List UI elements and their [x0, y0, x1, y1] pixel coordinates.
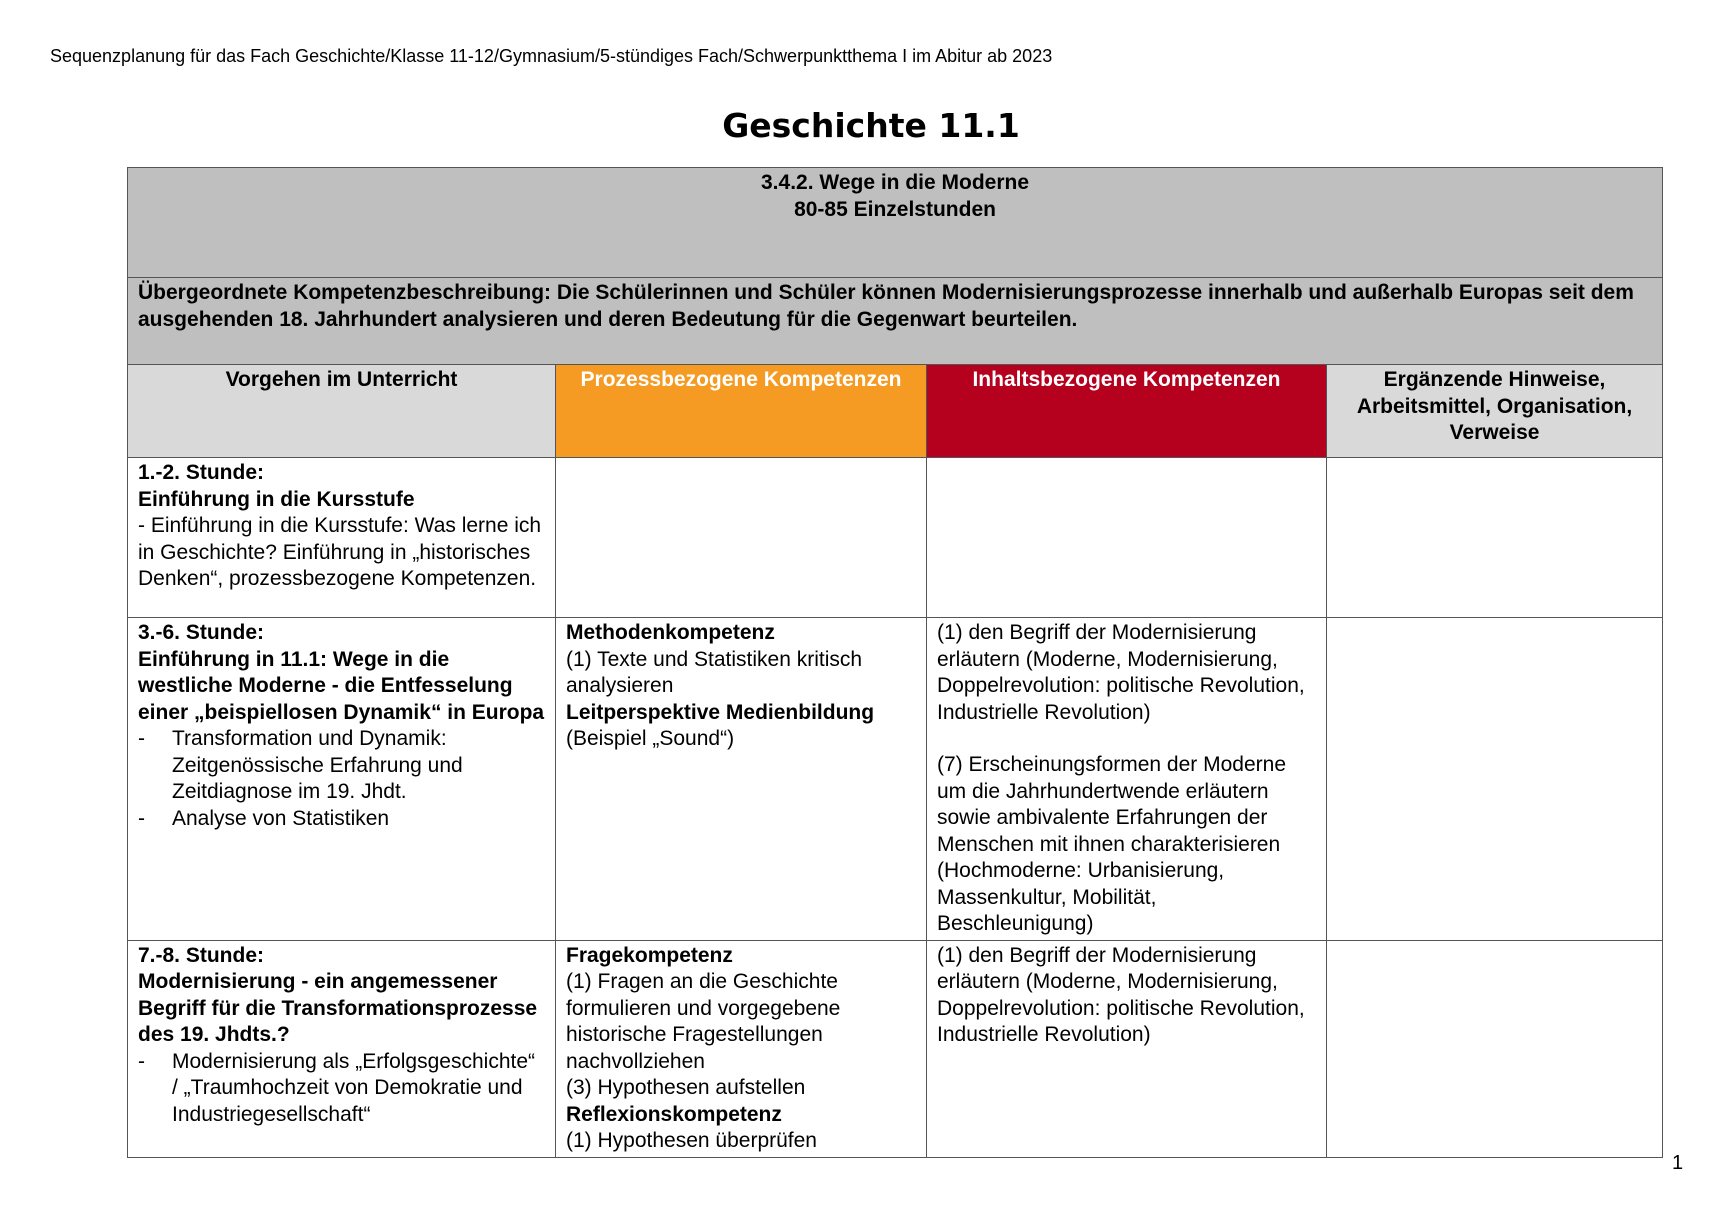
- section-hours: 80-85 Einzelstunden: [794, 197, 996, 221]
- content-cell: [927, 940, 1327, 1157]
- content-competence: (1) den Begriff der Modernisierung erläutern (Moderne, Modernisierung, Doppelrevolution: politische Revolution, Industrielle Revolution): [937, 943, 1305, 1046]
- content-cell: [927, 458, 1327, 618]
- list-item: - Transformation und Dynamik: Zeitgenössische Erfahrung und Zeitdiagnose im 19. Jhdt.: [138, 726, 545, 806]
- process-cell: [556, 940, 927, 1157]
- procedure-cell: [128, 940, 556, 1157]
- competence-heading: Reflexionskompetenz: [566, 1102, 782, 1126]
- page-header: Sequenzplanung für das Fach Geschichte/Klasse 11-12/Gymnasium/5-stündiges Fach/Schwerpunktthema I im Abitur ab 2023: [50, 46, 1053, 66]
- competence-text: (Beispiel „Sound“): [566, 727, 735, 750]
- column-header-row: [128, 365, 1663, 458]
- content-competence: (1) den Begriff der Modernisierung erläutern (Moderne, Modernisierung, Doppelrevolution: politische Revolution, Industrielle Revolution): [937, 621, 1305, 724]
- competence-heading: Fragekompetenz: [566, 943, 733, 967]
- page-number: 1: [1672, 1152, 1684, 1174]
- section-title: 3.4.2. Wege in die Moderne: [761, 171, 1030, 194]
- competence-heading: Methodenkompetenz: [566, 621, 775, 644]
- competence-row: [128, 278, 1663, 365]
- section-header-cell: [128, 168, 1663, 278]
- table-row: [128, 618, 1663, 941]
- lesson-title: Einführung in die Kursstufe: [138, 487, 415, 511]
- lesson-hours: 1.-2. Stunde:: [138, 461, 265, 484]
- competence-text: (1) Fragen an die Geschichte formulieren und vorgegebene historische Fragestellungen nachvollziehen: [566, 970, 841, 1073]
- section-header-row: [128, 168, 1663, 278]
- list-item: - Modernisierung als „Erfolgsgeschichte“ / „Traumhochzeit von Demokratie und Industriegesellschaft“: [138, 1049, 545, 1129]
- table-row: [128, 940, 1663, 1157]
- competence-heading: Leitperspektive Medienbildung: [566, 700, 875, 724]
- notes-cell: [1327, 618, 1663, 941]
- sequence-plan-table: [127, 167, 1663, 1158]
- document-title: Geschichte 11.1: [722, 106, 1020, 145]
- notes-cell: [1327, 940, 1663, 1157]
- lesson-hours: 3.-6. Stunde:: [138, 621, 265, 644]
- lesson-bullet-list: [138, 1049, 545, 1129]
- list-item: - Analyse von Statistiken: [138, 806, 545, 833]
- lesson-hours: 7.-8. Stunde:: [138, 943, 265, 967]
- column-header-procedure: Vorgehen im Unterricht: [128, 365, 556, 458]
- competence-text: (1) Hypothesen überprüfen: [566, 1129, 817, 1152]
- content-cell: [927, 618, 1327, 941]
- column-header-notes: Ergänzende Hinweise, Arbeitsmittel, Organisation, Verweise: [1327, 365, 1663, 458]
- lesson-title: Einführung in 11.1: Wege in die westliche Moderne - die Entfesselung einer „beispiellosen Dynamik“ in Europa: [138, 647, 545, 724]
- content-competence: (7) Erscheinungsformen der Moderne um die Jahrhundertwende erläutern sowie ambivalente Erfahrungen der Menschen mit ihnen charakterisieren (Hochmoderne: Urbanisierung, Massenkultur, Mobilität, Beschleunigung): [937, 753, 1287, 935]
- column-header-process: Prozessbezogene Kompetenzen: [556, 365, 927, 458]
- lesson-bullet-list: [138, 726, 545, 832]
- notes-cell: [1327, 458, 1663, 618]
- procedure-cell: [128, 458, 556, 618]
- competence-description: Übergeordnete Kompetenzbeschreibung: Die Schülerinnen und Schüler können Modernisierungsprozesse innerhalb und außerhalb Europas seit dem ausgehenden 18. Jahrhundert analysieren und deren Bedeutung für die Gegenwart beurteilen.: [128, 278, 1663, 365]
- competence-text: (1) Texte und Statistiken kritisch analysieren: [566, 647, 863, 697]
- lesson-text: - Einführung in die Kursstufe: Was lerne ich in Geschichte? Einführung in „historisches Denken“, prozessbezogene Kompetenzen.: [138, 514, 542, 590]
- competence-text: (3) Hypothesen aufstellen: [566, 1076, 806, 1099]
- procedure-cell: [128, 618, 556, 941]
- column-header-content: Inhaltsbezogene Kompetenzen: [927, 365, 1327, 458]
- process-cell: [556, 618, 927, 941]
- table-row: [128, 458, 1663, 618]
- process-cell: [556, 458, 927, 618]
- lesson-title: Modernisierung - ein angemessener Begriff für die Transformationsprozesse des 19. Jhdts.?: [138, 970, 538, 1046]
